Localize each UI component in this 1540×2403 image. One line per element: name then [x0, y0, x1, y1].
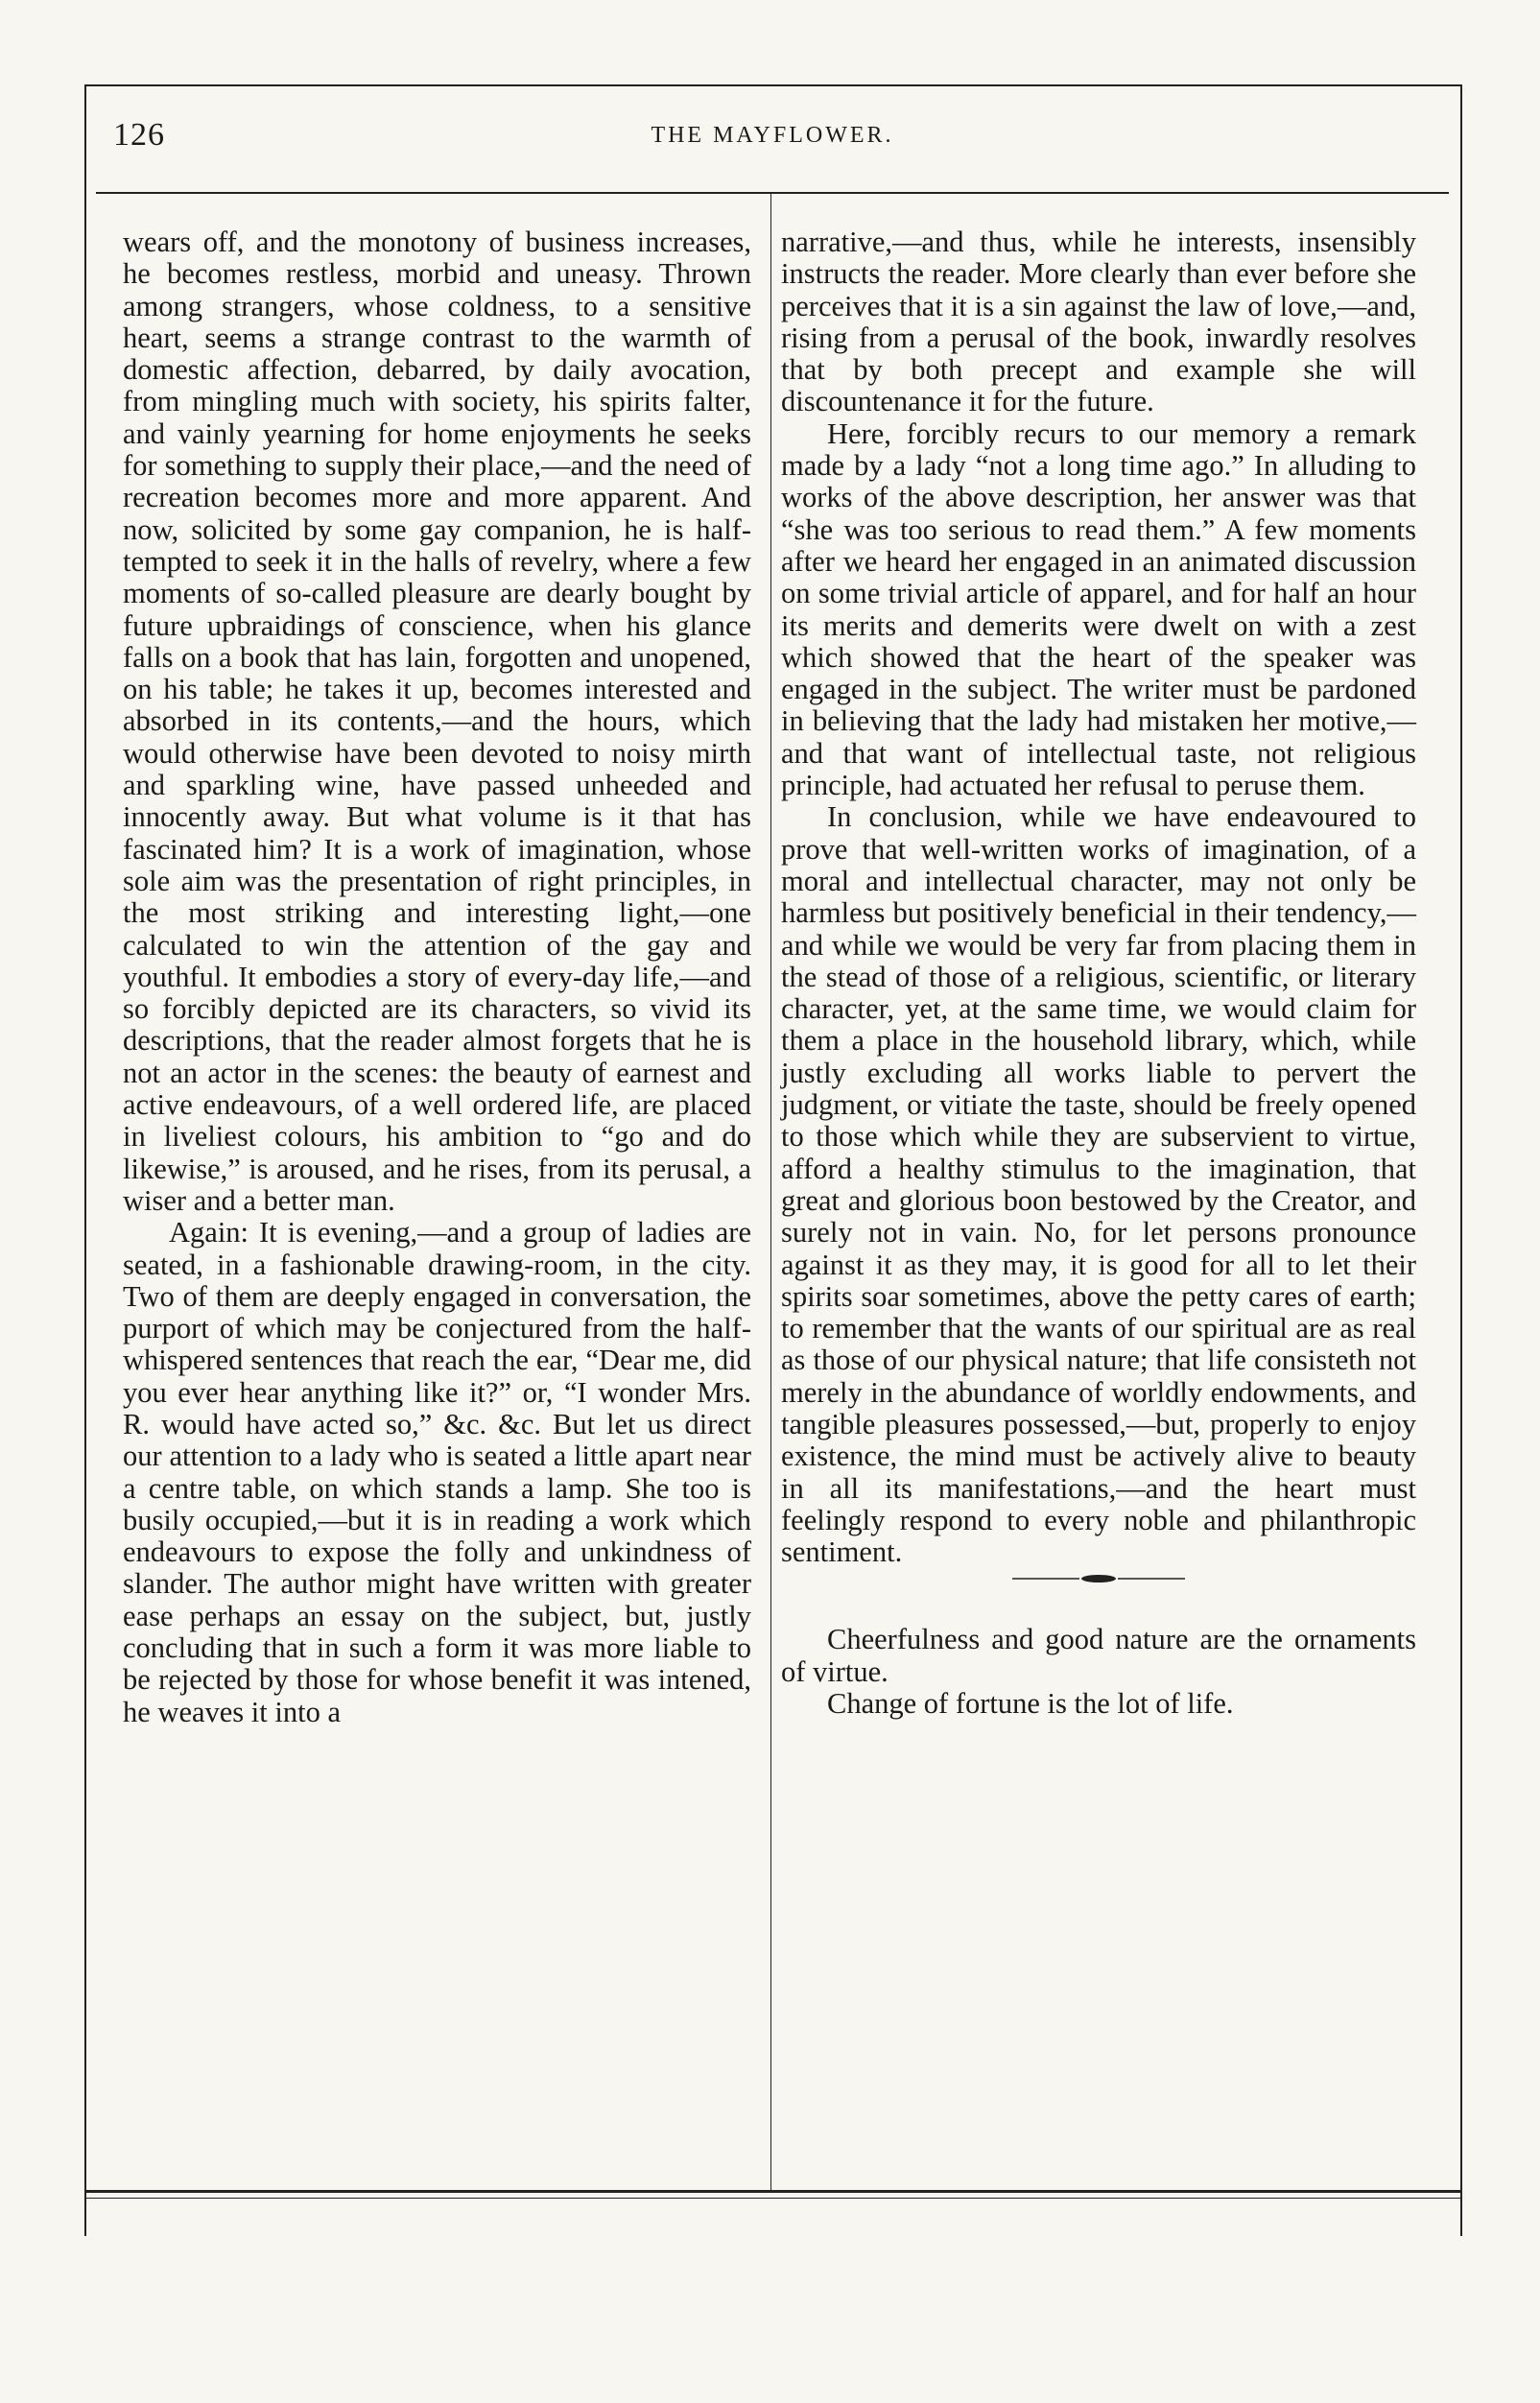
footer-rule — [84, 2190, 1462, 2193]
right-column — [781, 226, 1416, 1720]
header-rule — [96, 192, 1449, 194]
column-divider — [770, 192, 771, 2190]
maxim: Cheerfulness and good nature are the ornaments of virtue. — [781, 1623, 1416, 1688]
paragraph: wears off, and the monotony of business increases, he becomes restless, morbid and uneasy. Thrown among strangers, whose coldness, to a sensitive heart, seems a strange contrast to the warmth of domestic affection, debarred, by daily avocation, from mingling much with society, his spirits falter, and vainly yearning for home enjoyments he seeks for something to supply their place,—and the need of recreation becomes more and more apparent. And now, solicited by some gay companion, he is half-tempted to seek it in the halls of revelry, where a few moments of so-called pleasure are dearly bought by future upbraidings of conscience, when his glance falls on a book that has lain, forgotten and unopened, on his table; he takes it up, becomes interested and absorbed in its contents,—and the hours, which would otherwise have been devoted to noisy mirth and sparkling wine, have passed unheeded and innocently away. But what volume is it that has fascinated him? It is a work of imagination, whose sole aim was the presentation of right principles, in the most striking and interesting light,—one calculated to win the attention of the gay and youthful. It embodies a story of every-day life,—and so forcibly depicted are its characters, so vivid its descriptions, that the reader almost forgets that he is not an actor in the scenes: the beauty of earnest and active endeavours, of a well ordered life, are placed in liveliest colours, his ambition to “go and do likewise,” is aroused, and he rises, from its perusal, a wiser and a better man. — [123, 226, 751, 1217]
paragraph: In conclusion, while we have endeavoured to prove that well-written works of imagination, of a moral and intellectual character, may not only be harmless but positively beneficial in their tendency,—and while we would be very far from placing them in the stead of those of a religious, scientific, or literary character, yet, at the same time, we would claim for them a place in the household library, which, while justly excluding all works liable to pervert the judgment, or vitiate the taste, should be freely opened to those which while they are subservient to virtue, afford a healthy stimulus to the imagination, that great and glorious boon bestowed by the Creator, and surely not in vain. No, for let persons pronounce against it as they may, it is good for all to let their spirits soar sometimes, above the petty cares of earth; to remember that the wants of our spiritual are as real as those of our physical nature; that life consisteth not merely in the abundance of worldly endowments, and tangible pleasures possessed,—but, properly to enjoy existence, the mind must be actively alive to beauty in all its manifestations,—and the heart must feelingly respond to every noble and philanthropic sentiment. — [781, 800, 1416, 1569]
paragraph: Here, forcibly recurs to our memory a remark made by a lady “not a long time ago.” In alluding to works of the above description, her answer was that “she was too serious to read them.” A few moments after we heard her engaged in an animated discussion on some trivial article of apparel, and for half an hour its merits and demerits were dwelt on with a zest which showed that the heart of the speaker was engaged in the subject. The writer must be pardoned in believing that the lady had mistaken her motive,—and that want of intellectual taste, not religious principle, had actuated her refusal to peruse them. — [781, 416, 1416, 802]
ornament-divider-icon — [1012, 1572, 1185, 1585]
spacer — [781, 1585, 1416, 1624]
left-column — [123, 226, 751, 1728]
running-title: THE MAYFLOWER. — [651, 123, 894, 148]
paragraph: narrative,—and thus, while he interests, insensibly instructs the reader. More clearly than ever before she perceives that it is a sin against the law of love,—and, rising from a perusal of the book, inwardly resolves that by both precept and example she will discountenance it for the future. — [781, 226, 1416, 418]
page-number: 126 — [113, 117, 165, 153]
page-header — [96, 113, 1449, 161]
paragraph: Again: It is evening,—and a group of ladies are seated, in a fashionable drawing-room, in the city. Two of them are deeply engaged in conversation, the purport of which may be conjectured from the half-whispered sentences that reach the ear, “Dear me, did you ever hear anything like it?” or, “I wonder Mrs. R. would have acted so,” &c. &c. But let us direct our attention to a lady who is seated a little apart near a centre table, on which stands a lamp. She too is busily occupied,—but it is in reading a work which endeavours to expose the folly and unkindness of slander. The author might have written with greater ease perhaps an essay on the subject, but, justly concluding that in such a form it was more liable to be rejected by those for whose benefit it was intened, he weaves it into a — [123, 1216, 751, 1728]
maxim: Change of fortune is the lot of life. — [827, 1687, 1234, 1721]
footer-rule-thin — [84, 2198, 1462, 2199]
